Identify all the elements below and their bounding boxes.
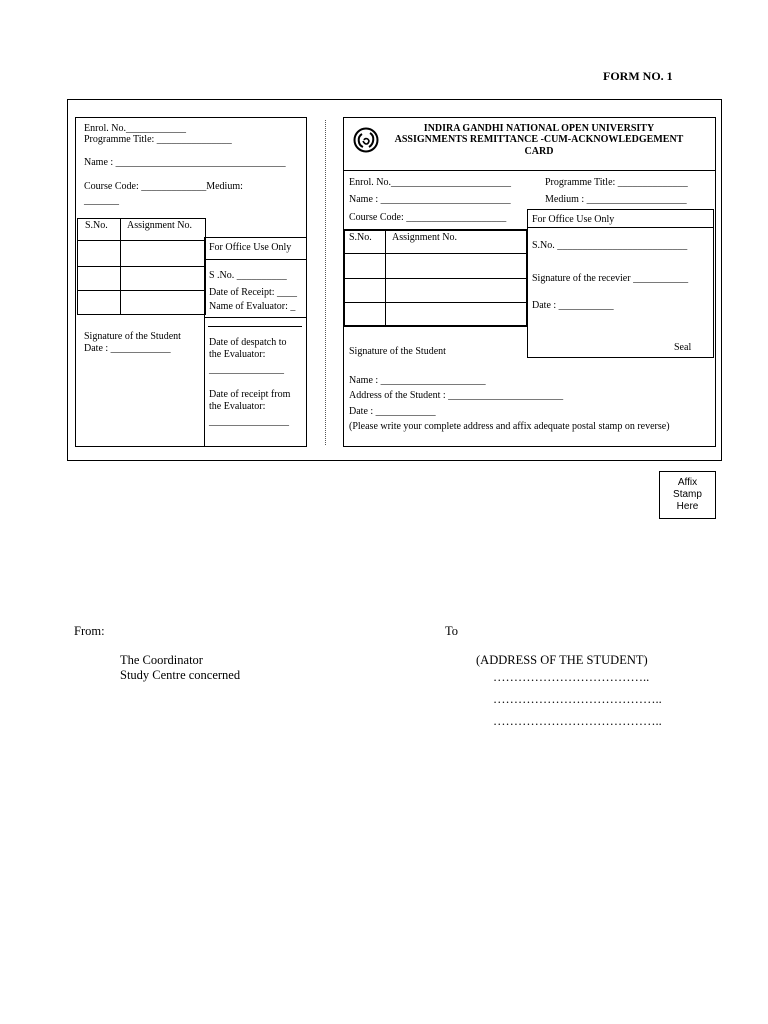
right-date-field[interactable]: Date : ____________	[349, 406, 436, 417]
affix-stamp-box: Affix Stamp Here	[659, 471, 716, 519]
coordinator-label: The Coordinator	[120, 653, 203, 667]
right-col-assignment: Assignment No.	[392, 232, 457, 243]
left-medium-field[interactable]: _______	[84, 195, 119, 206]
ignou-logo-icon	[353, 127, 379, 153]
right-office-sno[interactable]: S.No. __________________________	[532, 240, 688, 251]
left-office-despatch-2: the Evaluator:	[209, 349, 266, 360]
right-office-signature[interactable]: Signature of the recevier ___________	[532, 273, 689, 284]
left-name-field[interactable]: Name : __________________________________	[84, 157, 286, 168]
study-centre-label: Study Centre concerned	[120, 668, 241, 682]
right-office-date[interactable]: Date : ___________	[532, 300, 614, 311]
right-signature-label: Signature of the Student	[349, 346, 446, 357]
left-programme-field[interactable]: Programme Title: _______________	[84, 134, 232, 145]
right-name-field[interactable]: Name : __________________________	[349, 194, 511, 205]
left-signature-label: Signature of the Student	[84, 331, 181, 342]
right-address-field[interactable]: Address of the Student : _______________________	[349, 390, 564, 401]
right-course-field[interactable]: Course Code: ____________________	[349, 212, 507, 223]
left-office-evaluator[interactable]: Name of Evaluator: _	[209, 301, 296, 312]
form-number: FORM NO. 1	[603, 69, 673, 83]
address-line-3[interactable]: …………………………………..	[493, 714, 662, 728]
left-office-despatch-1: Date of despatch to	[209, 337, 287, 348]
right-name2-field[interactable]: Name : _____________________	[349, 375, 486, 386]
left-col-assignment: Assignment No.	[127, 220, 192, 231]
left-date-field[interactable]: Date : ____________	[84, 343, 171, 354]
right-programme-field[interactable]: Programme Title: ______________	[545, 177, 688, 188]
university-name: INDIRA GANDHI NATIONAL OPEN UNIVERSITY	[423, 123, 655, 134]
address-line-2[interactable]: …………………………………..	[493, 692, 662, 706]
student-address-title: (ADDRESS OF THE STUDENT)	[476, 653, 648, 667]
left-office-recv-field[interactable]: ________________	[209, 416, 289, 427]
to-label: To	[445, 624, 459, 638]
left-office-sno[interactable]: S .No. __________	[209, 270, 287, 281]
left-course-field[interactable]: Course Code: _____________Medium:	[84, 181, 243, 192]
card-title: ASSIGNMENTS REMITTANCE -CUM-ACKNOWLEDGEMENT	[394, 134, 684, 145]
card-title-cont: CARD	[524, 146, 554, 157]
tear-line	[325, 120, 326, 445]
from-label: From:	[74, 624, 105, 638]
left-office-recv-1: Date of receipt from	[209, 389, 291, 400]
seal-label: Seal	[674, 342, 692, 353]
left-office-recv-2: the Evaluator:	[209, 401, 266, 412]
left-enrol-field[interactable]: Enrol. No.____________	[84, 123, 186, 134]
right-col-sno: S.No.	[349, 232, 372, 243]
left-col-sno: S.No.	[85, 220, 108, 231]
left-office-despatch-field[interactable]: _______________	[209, 364, 284, 375]
right-office-title: For Office Use Only	[532, 214, 615, 225]
address-line-1[interactable]: ………………………………..	[493, 670, 650, 684]
right-medium-field[interactable]: Medium : ____________________	[545, 194, 687, 205]
address-instruction: (Please write your complete address and affix adequate postal stamp on reverse)	[349, 421, 670, 432]
left-office-title: For Office Use Only	[209, 242, 292, 253]
left-office-receipt[interactable]: Date of Receipt: ____	[209, 287, 298, 298]
right-enrol-field[interactable]: Enrol. No.________________________	[349, 177, 511, 188]
